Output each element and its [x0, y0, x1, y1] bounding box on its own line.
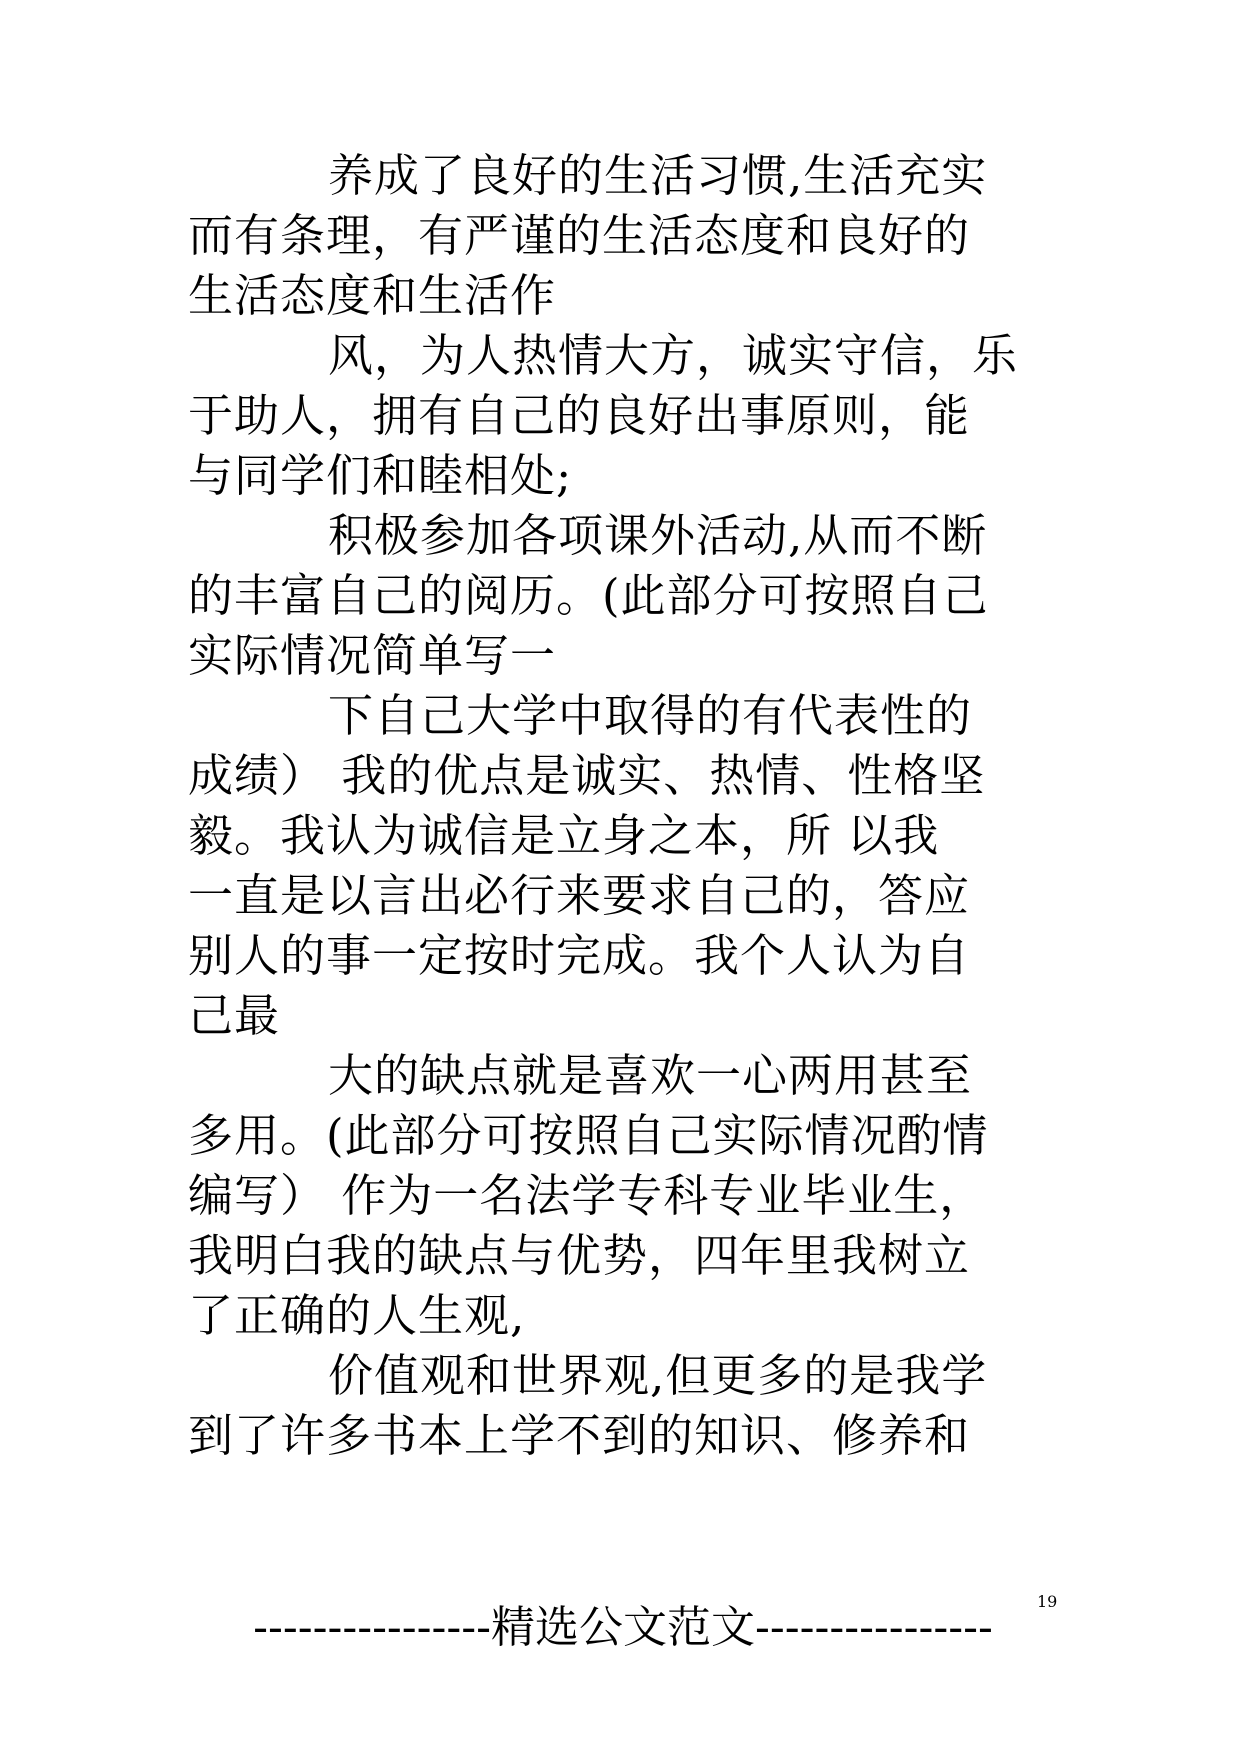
text-line: 多用。(此部分可按照自己实际情况酌情: [188, 1109, 989, 1162]
text-line: 了正确的人生观,: [188, 1289, 526, 1342]
text-line: 生活态度和生活作: [188, 269, 557, 322]
text-line: 一直是以言出必行来要求自己的，答应: [188, 869, 971, 922]
text-line: 价值观和世界观,但更多的是我学: [328, 1349, 988, 1402]
text-line: 到了许多书本上学不到的知识、修养和: [188, 1409, 971, 1462]
text-line: 养成了良好的生活习惯,生活充实: [328, 149, 988, 202]
text-line: 风，为人热情大方，诚实守信，乐: [328, 329, 1019, 382]
text-line: 实际情况简单写一: [188, 629, 557, 682]
text-line: 毅。我认为诚信是立身之本，所 以我: [188, 809, 940, 862]
text-line: 而有条理，有严谨的生活态度和良好的: [188, 209, 971, 262]
text-line: 下自己大学中取得的有代表性的: [328, 689, 973, 742]
text-line: 于助人，拥有自己的良好出事原则，能: [188, 389, 971, 442]
text-line: 我明白我的缺点与优势，四年里我树立: [188, 1229, 971, 1282]
text-line: 的丰富自己的阅历。(此部分可按照自己: [188, 569, 989, 622]
text-line: 编写） 作为一名法学专科专业毕业生，: [188, 1169, 986, 1222]
text-line: 大的缺点就是喜欢一心两用甚至: [328, 1049, 973, 1102]
footer-text: ----------------精选公文范文----------------: [253, 1602, 993, 1653]
text-line: 成绩） 我的优点是诚实、热情、性格坚: [188, 749, 986, 802]
body-text: [188, 146, 1058, 1466]
text-line: 己最: [188, 989, 281, 1042]
page-number: 19: [1037, 1592, 1058, 1611]
text-line: 与同学们和睦相处;: [188, 449, 573, 502]
text-line: 别人的事一定按时完成。我个人认为自: [188, 929, 971, 982]
text-line: 积极参加各项课外活动,从而不断: [328, 509, 988, 562]
